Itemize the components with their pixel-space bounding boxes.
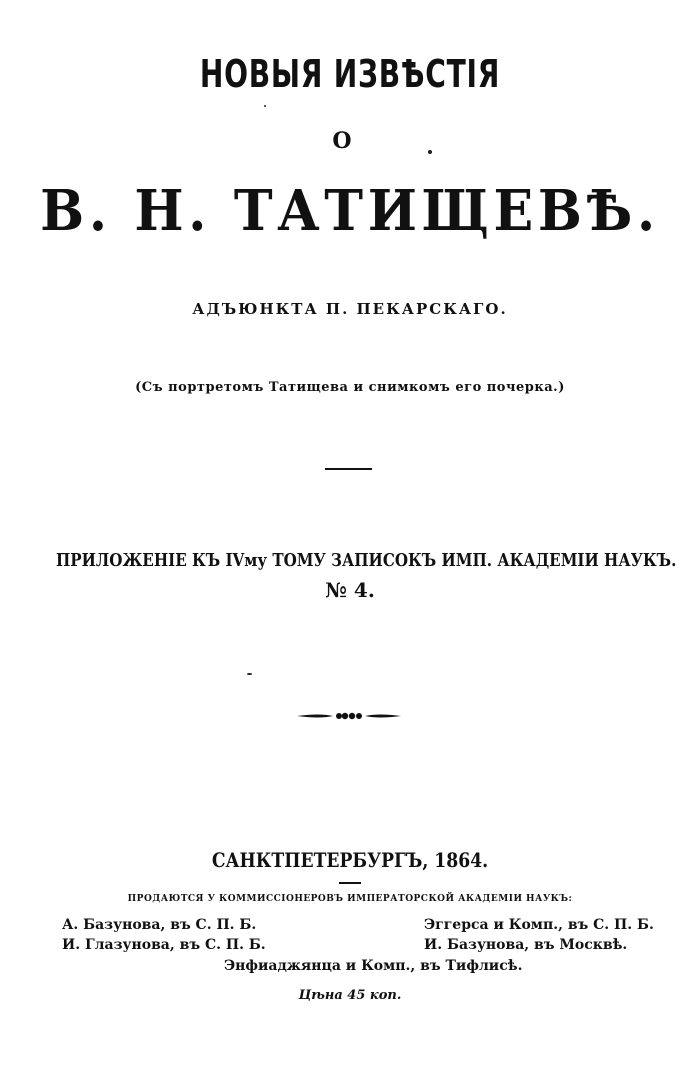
city-year: САНКТПЕТЕРБУРГЪ, 1864. (211, 848, 489, 872)
sold-by-line: ПРОДАЮТСЯ У КОММИССІОНЕРОВЪ ИМПЕРАТОРСКОЙ АКАДЕМІИ НАУКЪ: (127, 893, 573, 904)
title-connector: О (332, 128, 352, 154)
seller-entry: Энфиаджянца и Комп., въ Тифлисѣ. (224, 958, 523, 974)
seller-entry: И. Базунова, въ Москвѣ. (424, 937, 628, 953)
seller-entry: И. Глазунова, въ С. П. Б. (62, 937, 266, 953)
portrait-note: (Съ портретомъ Татищева и снимкомъ его почерка.) (135, 380, 565, 395)
short-rule (339, 882, 361, 884)
title-line-1: НОВЫЯ ИЗВѢСТІЯ (199, 52, 501, 96)
paper-speck (247, 673, 252, 675)
divider-rule (325, 468, 372, 470)
seller-entry: А. Базунова, въ С. П. Б. (62, 917, 257, 933)
author-line: АДЪЮНКТА П. ПЕКАРСКАГО. (192, 300, 508, 318)
paper-speck (428, 150, 432, 154)
seller-entry: Эггерса и Комп., въ С. П. Б. (424, 917, 654, 933)
ornament-divider (295, 709, 403, 723)
issue-number: № 4. (325, 578, 375, 602)
paper-speck (264, 105, 266, 107)
appendix-line: ПРИЛОЖЕНІЕ КЪ IVму ТОМУ ЗАПИСОКЪ ИМП. АКАДЕМІИ НАУКЪ. (56, 550, 677, 571)
title-subject: В. Н. ТАТИЩЕВѢ. (40, 178, 660, 244)
price-line: Цѣна 45 коп. (298, 988, 402, 1003)
